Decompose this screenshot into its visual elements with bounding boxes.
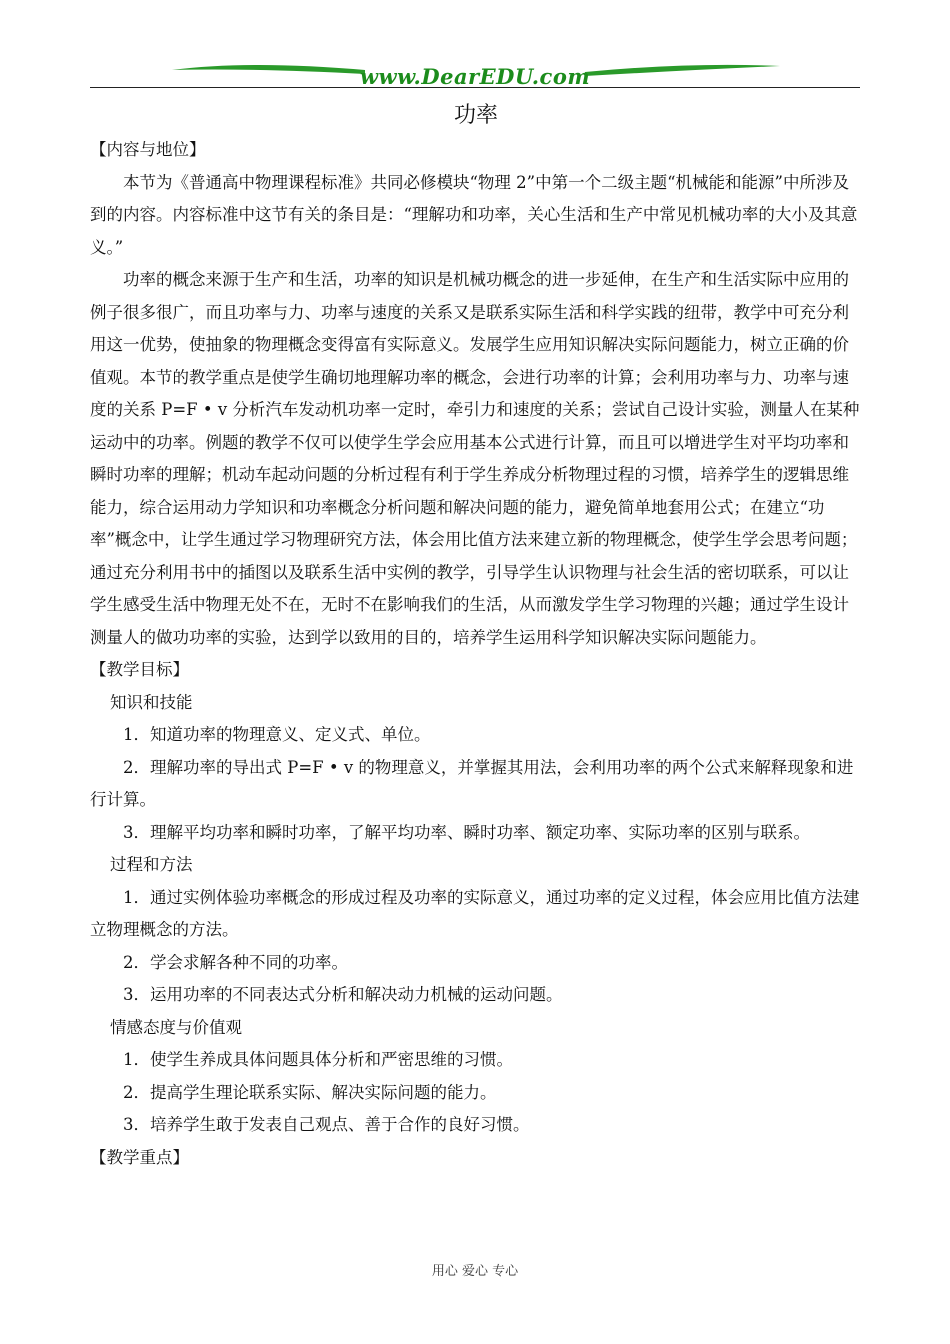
knowledge-item-2: 2．理解功率的导出式 P=F • v 的物理意义，并掌握其用法，会利用功率的两个公式来解释现象和进行计算。	[90, 757, 854, 809]
page-footer: 用心 爱心 专心	[431, 1264, 519, 1279]
process-item-3: 3．运用功率的不同表达式分析和解决动力机械的运动问题。	[123, 985, 563, 1004]
subheading-knowledge: 知识和技能	[110, 692, 193, 712]
header-rule	[90, 87, 860, 88]
attitude-item-1: 1．使学生养成具体问题具体分析和严密思维的习惯。	[123, 1050, 513, 1069]
process-item-1: 1．通过实例体验功率概念的形成过程及功率的实际意义，通过功率的定义过程，体会应用比值方法建立物理概念的方法。	[90, 887, 860, 939]
knowledge-item-1: 1．知道功率的物理意义、定义式、单位。	[123, 725, 431, 744]
paragraph-2: 功率的概念来源于生产和生活，功率的知识是机械功概念的进一步延伸，在生产和生活实际中应用的例子很多很广，而且功率与力、功率与速度的关系又是联系实际生活和科学实践的纽带，教学中可充分利用这一优势，使抽象的物理概念变得富有实际意义。发展学生应用知识解决实际问题能力，树立正确的价值观。本节的教学重点是使学生确切地理解功率的概念，会进行功率的计算；会利用功率与力、功率与速度的关系 P=F • v 分析汽车发动机功率一定时，牵引力和速度的关系；尝试自己设计实验，测量人在某种运动中的功率。例题的教学不仅可以使学生学会应用基本公式进行计算，而且可以增进学生对平均功率和瞬时功率的理解；机动车起动问题的分析过程有利于学生养成分析物理过程的习惯，培养学生的逻辑思维能力，综合运用动力学知识和功率概念分析问题和解决问题的能力，避免简单地套用公式；在建立“功率”概念中，让学生通过学习物理研究方法，体会用比值方法来建立新的物理概念，使学生学会思考问题；通过充分利用书中的插图以及联系生活中实例的教学，引导学生认识物理与社会生活的密切联系，可以让学生感受生活中物理无处不在，无时不在影响我们的生活，从而激发学生学习物理的兴趣；通过学生设计测量人的做功功率的实验，达到学以致用的目的，培养学生运用科学知识解决实际问题能力。	[90, 270, 860, 647]
site-header	[90, 56, 860, 92]
attitude-item-3: 3．培养学生敢于发表自己观点、善于合作的良好习惯。	[123, 1115, 530, 1134]
page-title: 功率	[453, 103, 498, 128]
section-heading-focus: 【教学重点】	[90, 1147, 189, 1167]
section-heading-goals: 【教学目标】	[90, 660, 189, 679]
attitude-item-2: 2．提高学生理论联系实际、解决实际问题的能力。	[123, 1082, 497, 1102]
header-url[interactable]: www.DearEDU.com	[359, 64, 591, 89]
knowledge-item-3: 3．理解平均功率和瞬时功率，了解平均功率、瞬时功率、额定功率、实际功率的区别与联系。	[123, 822, 810, 842]
section-heading-position: 【内容与地位】	[90, 140, 206, 159]
subheading-attitude: 情感态度与价值观	[110, 1017, 242, 1037]
process-item-2: 2．学会求解各种不同的功率。	[123, 952, 348, 972]
subheading-process: 过程和方法	[110, 855, 193, 874]
paragraph-1: 本节为《普通高中物理课程标准》共同必修模块“物理 2”中第一个二级主题“机械能和能源”中所涉及到的内容。内容标准中这节有关的条目是：“理解功和功率，关心生活和生产中常见机械功率的大小及其意义。”	[90, 172, 858, 257]
document-body	[90, 98, 862, 1174]
